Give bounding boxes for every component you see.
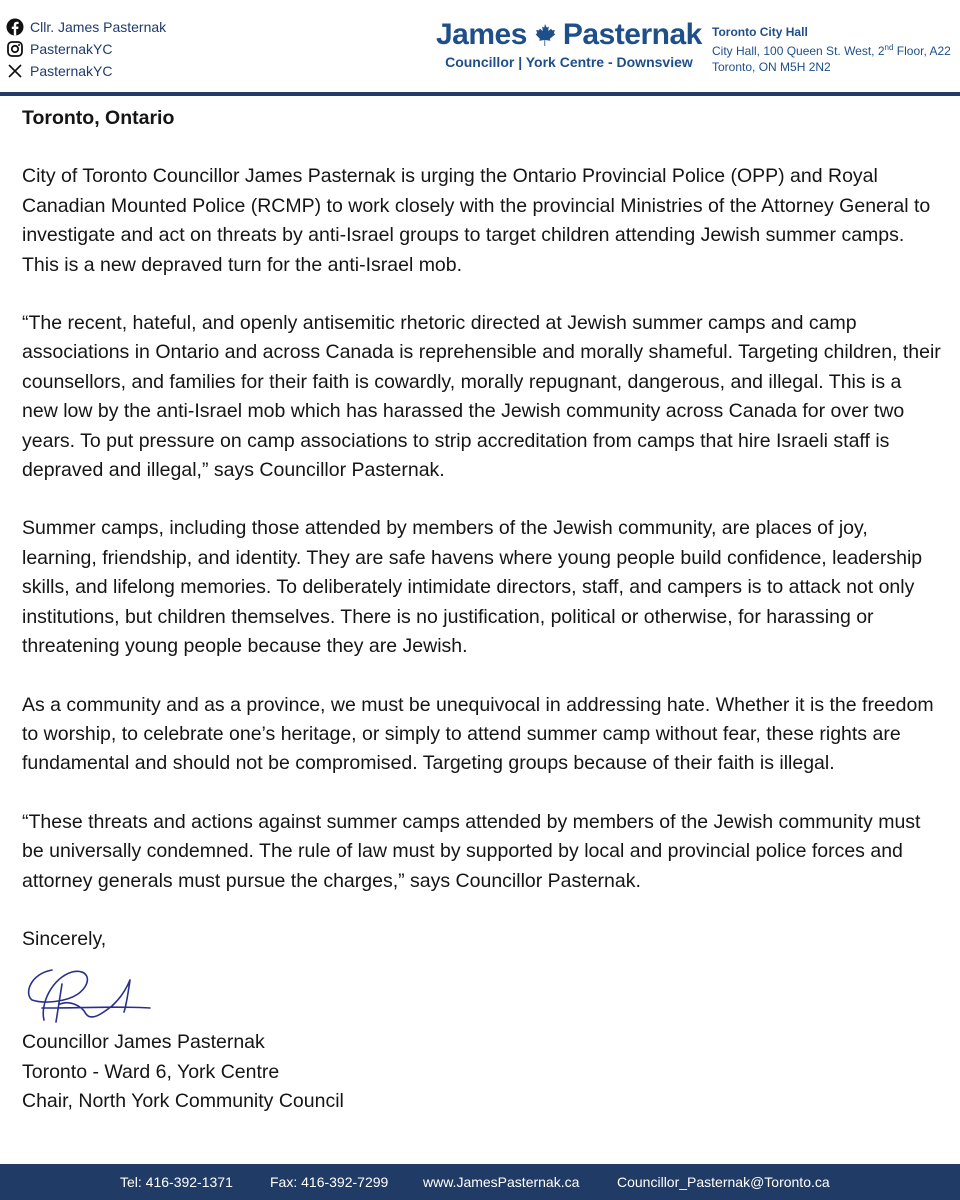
brand-block (436, 18, 702, 70)
social-links (6, 16, 166, 82)
footer-website-link[interactable]: www.JamesPasternak.ca (423, 1174, 580, 1190)
address-line-1-b: Floor, A22 (893, 44, 951, 58)
footer-bar (0, 1164, 960, 1200)
x-icon (6, 62, 24, 80)
social-facebook-label: Cllr. James Pasternak (30, 19, 167, 35)
social-x-label: PasternakYC (30, 63, 113, 79)
brand-subtitle: Councillor | York Centre - Downsview (445, 54, 693, 70)
letter-body (22, 104, 942, 1117)
footer-tel: Tel: 416-392-1371 (120, 1174, 233, 1190)
paragraph-1: City of Toronto Councillor James Pasternak is urging the Ontario Provincial Police (OPP) and Royal Canadian Mounted Police (RCMP) to work closely with the provincial Ministries of the Attorney General to investigate and act on threats by anti-Israel groups to target children attending Jewish summer camps. This is a new depraved turn for the anti-Israel mob. (22, 165, 931, 276)
footer-email-link[interactable]: Councillor_Pasternak@Toronto.ca (617, 1174, 830, 1190)
header-divider (0, 92, 960, 96)
paragraph-4: As a community and as a province, we must be unequivocal in addressing hate. Whether it is the freedom to worship, to celebrate one’s heritage, or simply to attend summer camp without fear, these rights are fundamental and should not be compromised. Targeting groups because of their faith is illegal. (22, 693, 934, 775)
instagram-icon (6, 40, 24, 58)
signer-name: Councillor James Pasternak (22, 1031, 265, 1054)
address-floor-sup: nd (884, 43, 894, 52)
address-line-1-a: City Hall, 100 Queen St. West, 2 (712, 44, 885, 58)
address-line-1 (712, 40, 951, 59)
address-line-2: Toronto, ON M5H 2N2 (712, 60, 831, 74)
facebook-icon (6, 18, 24, 36)
closing: Sincerely, (22, 927, 107, 950)
paragraph-5: “These threats and actions against summer camps attended by members of the Jewish community must be universally condemned. The rule of law must by supported by local and provincial police forces and attorney generals must pursue the charges,” says Councillor Pasternak. (22, 810, 921, 892)
letterhead (0, 0, 960, 92)
paragraph-3: Summer camps, including those attended by members of the Jewish community, are places of joy, learning, friendship, and identity. They are safe havens where young people build confidence, leadership skills, and lifelong memories. To deliberately intimidate directors, staff, and campers is to attack not only institutions, but children themselves. There is no justification, political or otherwise, for harassing or threatening young people because they are Jewish. (22, 517, 923, 658)
signature-image (22, 964, 152, 1028)
social-x[interactable] (6, 60, 166, 82)
social-facebook[interactable] (6, 16, 166, 38)
dateline: Toronto, Ontario (22, 107, 175, 129)
brand-name (436, 18, 702, 52)
address-title: Toronto City Hall (712, 25, 808, 39)
footer-fax: Fax: 416-392-7299 (270, 1174, 389, 1190)
paragraph-2: “The recent, hateful, and openly antisemitic rhetoric directed at Jewish summer camps and camp associations in Ontario and across Canada is reprehensible and morally shameful. Targeting children, their counsellors, and families for their faith is cowardly, morally repugnant, dangerous, and illegal. This is a new low by the anti-Israel mob which has harassed the Jewish community across Canada for over two years. To put pressure on camp associations to strip accreditation from camps that hire Israeli staff is depraved and illegal,” says Councillor Pasternak. (22, 312, 941, 482)
signer-role: Chair, North York Community Council (22, 1090, 344, 1113)
social-instagram-label: PasternakYC (30, 41, 113, 57)
signer-ward: Toronto - Ward 6, York Centre (22, 1060, 280, 1083)
brand-last-name: Pasternak (562, 18, 702, 51)
maple-leaf-icon (533, 23, 557, 47)
brand-first-name: James (436, 18, 527, 51)
social-instagram[interactable] (6, 38, 166, 60)
office-address (712, 24, 951, 75)
